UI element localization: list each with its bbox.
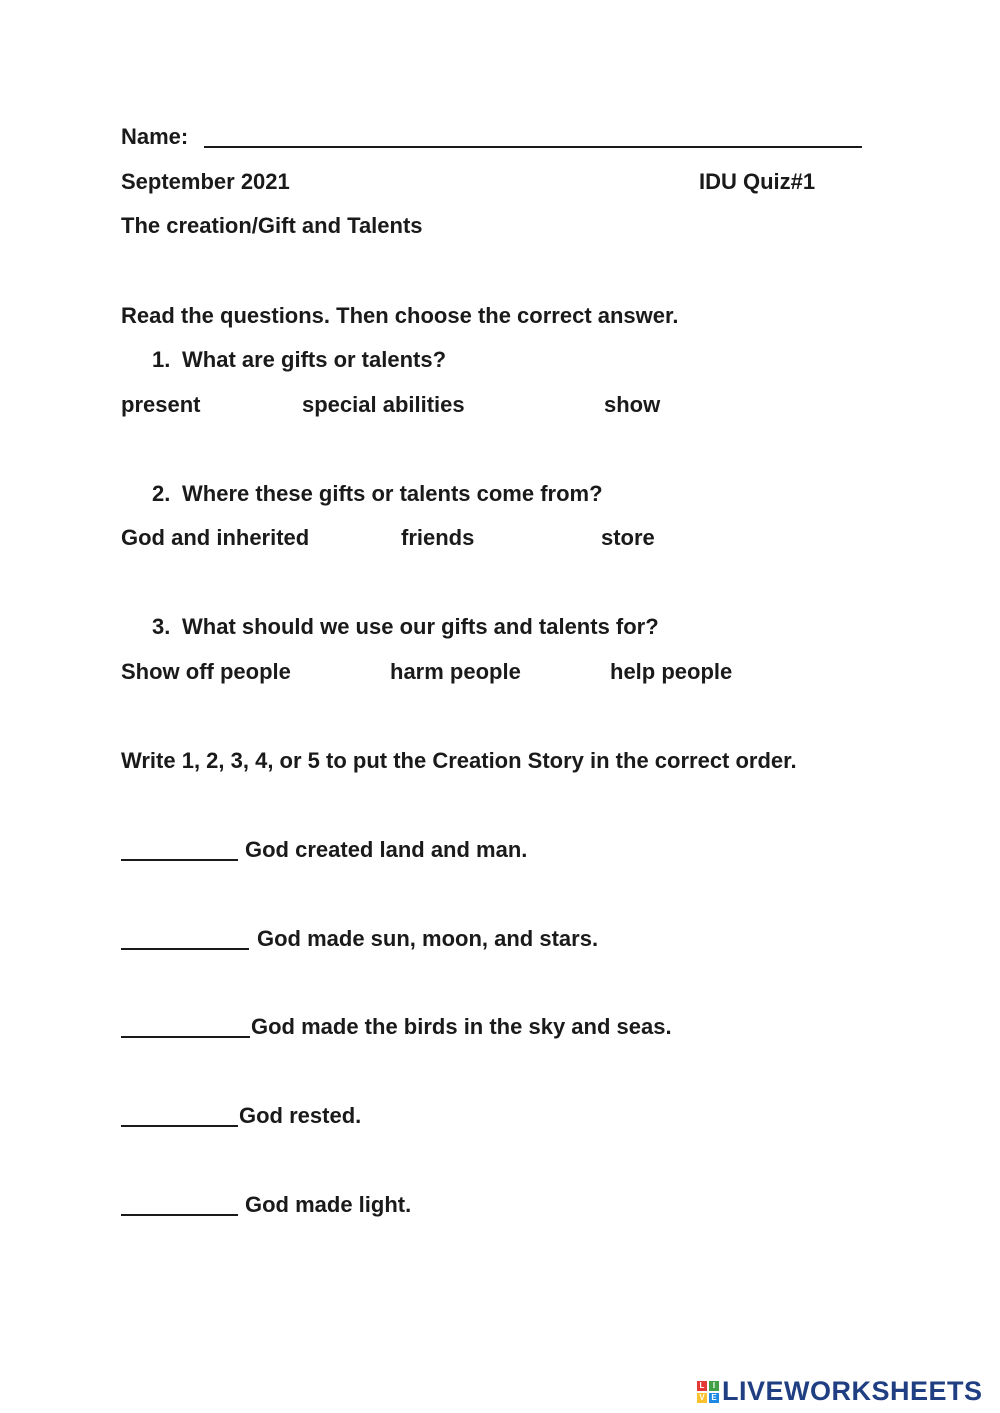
liveworksheets-logo <box>697 1378 983 1405</box>
question-2-option-1[interactable]: God and inherited <box>121 525 310 550</box>
liveworksheets-logo-icon <box>697 1381 719 1403</box>
question-3-option-3[interactable]: help people <box>610 659 733 684</box>
order-item-1: God created land and man. <box>245 837 528 862</box>
question-1-option-1[interactable]: present <box>121 392 201 417</box>
order-item-5: God made light. <box>245 1192 412 1217</box>
quiz-id: IDU Quiz#1 <box>699 169 816 194</box>
order-item-4: God rested. <box>239 1103 362 1128</box>
order-blank-4[interactable] <box>121 1125 238 1127</box>
question-2-option-2[interactable]: friends <box>401 525 475 550</box>
order-item-3: God made the birds in the sky and seas. <box>251 1014 672 1039</box>
logo-letter-l: L <box>697 1381 707 1391</box>
question-2-option-3[interactable]: store <box>601 525 655 550</box>
logo-letter-v: V <box>697 1393 707 1403</box>
question-1-text: What are gifts or talents? <box>182 347 447 372</box>
question-2-text: Where these gifts or talents come from? <box>182 481 603 506</box>
liveworksheets-brand-text: LIVEWORKSHEETS <box>722 1376 983 1406</box>
question-2-number: 2. <box>152 481 171 506</box>
question-3-option-1[interactable]: Show off people <box>121 659 291 684</box>
order-blank-1[interactable] <box>121 859 238 861</box>
question-1-number: 1. <box>152 347 171 372</box>
logo-letter-i: I <box>709 1381 719 1391</box>
name-input-line[interactable] <box>204 146 862 148</box>
order-blank-3[interactable] <box>121 1036 250 1038</box>
quiz-date: September 2021 <box>121 169 290 194</box>
question-3-option-2[interactable]: harm people <box>390 659 521 684</box>
name-label: Name: <box>121 124 189 149</box>
order-blank-2[interactable] <box>121 948 249 950</box>
section2-instructions: Write 1, 2, 3, 4, or 5 to put the Creation Story in the correct order. <box>121 748 797 773</box>
question-3-text: What should we use our gifts and talents for? <box>182 614 659 639</box>
logo-letter-e: E <box>709 1393 719 1403</box>
question-1-option-3[interactable]: show <box>604 392 661 417</box>
order-blank-5[interactable] <box>121 1214 238 1216</box>
quiz-topic: The creation/Gift and Talents <box>121 213 423 238</box>
question-3-number: 3. <box>152 614 171 639</box>
section1-instructions: Read the questions. Then choose the correct answer. <box>121 303 679 328</box>
question-1-option-2[interactable]: special abilities <box>302 392 465 417</box>
order-item-2: God made sun, moon, and stars. <box>257 926 599 951</box>
